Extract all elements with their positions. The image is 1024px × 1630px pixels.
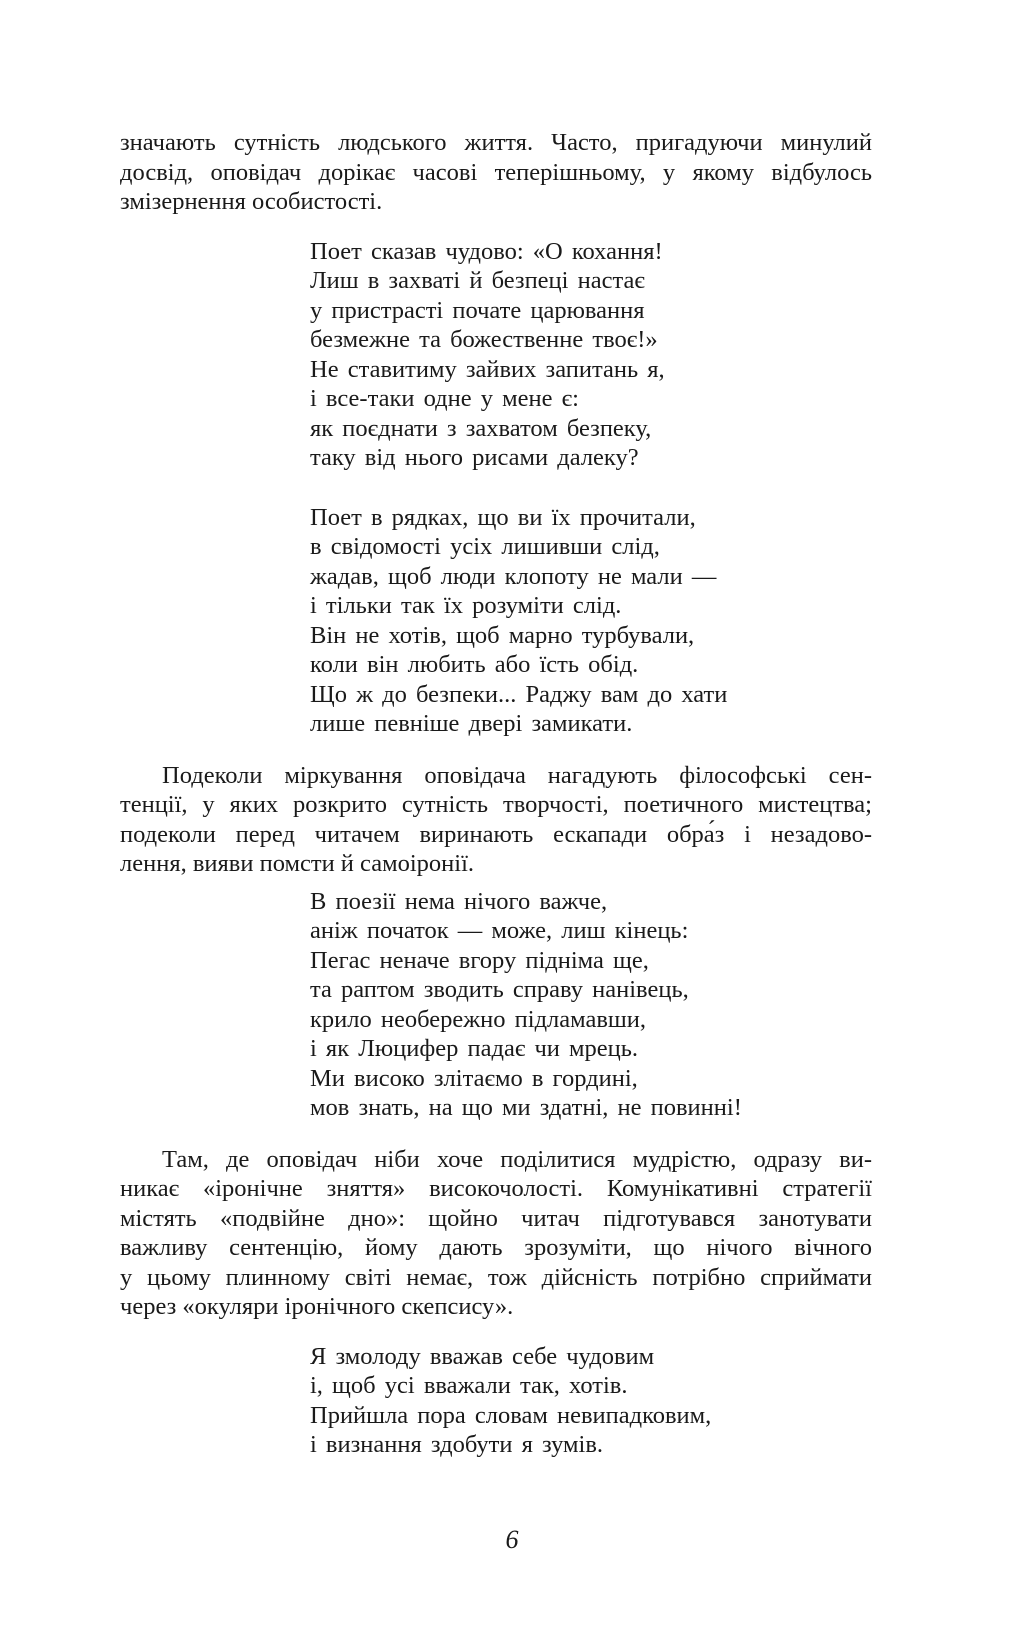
paragraph-2 bbox=[120, 761, 872, 879]
text-line: Подеколи міркування оповідача нагадують філософські сен- bbox=[162, 761, 872, 789]
poem-1-stanza-1 bbox=[120, 237, 820, 473]
text-line: містять «подвійне дно»: щойно читач підготувався занотувати bbox=[120, 1204, 872, 1232]
text-line: лення, вияви помсти й самоіронії. bbox=[120, 850, 475, 877]
verse-line: таку від нього рисами далеку? bbox=[310, 444, 639, 471]
verse-line: і, щоб усі вважали так, хотів. bbox=[310, 1372, 628, 1399]
poem-2-stanza-1 bbox=[120, 887, 820, 1123]
verse-line: Поет в рядках, що ви їх прочитали, bbox=[310, 503, 696, 531]
text-line: подеколи перед читачем виринають ескапади обра́з і незадово- bbox=[120, 820, 872, 848]
verse-line: Поет сказав чудово: «О кохання! bbox=[310, 237, 663, 265]
verse-line: та раптом зводить справу нанівець, bbox=[310, 976, 689, 1003]
verse-line: Не ставитиму зайвих запитань я, bbox=[310, 355, 665, 383]
verse-line: і визнання здобути я зумів. bbox=[310, 1431, 604, 1458]
verse-line: і тільки так їх розуміти слід. bbox=[310, 592, 622, 619]
paragraph-3 bbox=[120, 1145, 872, 1322]
verse-line: безмежне та божественне твоє!» bbox=[310, 326, 658, 353]
verse-line: В поезії нема нічого важче, bbox=[310, 887, 608, 915]
paragraph-1 bbox=[120, 128, 872, 217]
verse-line: як поєднати з захватом безпеку, bbox=[310, 414, 652, 442]
text-line: значають сутність людського життя. Часто, пригадуючи минулий bbox=[120, 129, 872, 156]
text-line: змізернення особистості. bbox=[120, 188, 383, 215]
verse-line: в свідомості усіх лишивши слід, bbox=[310, 533, 660, 560]
verse-line: у пристрасті почате царювання bbox=[310, 296, 645, 324]
verse-line: Ми високо злітаємо в гордині, bbox=[310, 1064, 638, 1092]
text-line: Там, де оповідач ніби хоче поділитися мудрістю, одразу ви- bbox=[162, 1145, 872, 1173]
verse-line: жадав, щоб люди клопоту не мали — bbox=[310, 562, 717, 590]
text-line: никає «іронічне зняття» високочолості. Комунікативні стратегії bbox=[120, 1175, 872, 1202]
page-body bbox=[120, 128, 872, 1460]
text-line: у цьому плинному світі немає, тож дійсність потрібно сприймати bbox=[120, 1263, 872, 1291]
text-line: через «окуляри іронічного скепсису». bbox=[120, 1293, 514, 1320]
verse-line: і все-таки одне у мене є: bbox=[310, 385, 579, 412]
verse-line: лише певніше двері замикати. bbox=[310, 710, 633, 737]
verse-line: Пегас неначе вгору підніма ще, bbox=[310, 946, 649, 974]
verse-line: Лиш в захваті й безпеці настає bbox=[310, 267, 645, 294]
verse-line: і як Люцифер падає чи мрець. bbox=[310, 1035, 639, 1062]
verse-line: мов знать, на що ми здатні, не повинні! bbox=[310, 1094, 742, 1121]
text-line: важливу сентенцію, йому дають зрозуміти, що нічого вічного bbox=[120, 1234, 872, 1261]
verse-line: Прийшла пора словам невипадковим, bbox=[310, 1401, 712, 1429]
text-line: досвід, оповідач дорікає часові теперішньому, у якому відбулось bbox=[120, 158, 872, 186]
page-number: 6 bbox=[505, 1525, 519, 1554]
poem-3-stanza-1 bbox=[120, 1342, 820, 1460]
text-line: тенції, у яких розкрито сутність творчості, поетичного мистецтва; bbox=[120, 791, 872, 818]
verse-line: Що ж до безпеки... Раджу вам до хати bbox=[310, 680, 728, 708]
poem-1-stanza-2 bbox=[120, 503, 820, 739]
verse-line: Він не хотів, щоб марно турбували, bbox=[310, 621, 695, 649]
verse-line: аніж початок — може, лиш кінець: bbox=[310, 917, 689, 944]
verse-line: коли він любить або їсть обід. bbox=[310, 651, 639, 678]
verse-line: Я змолоду вважав себе чудовим bbox=[310, 1342, 655, 1370]
verse-line: крило необережно підламавши, bbox=[310, 1005, 647, 1033]
